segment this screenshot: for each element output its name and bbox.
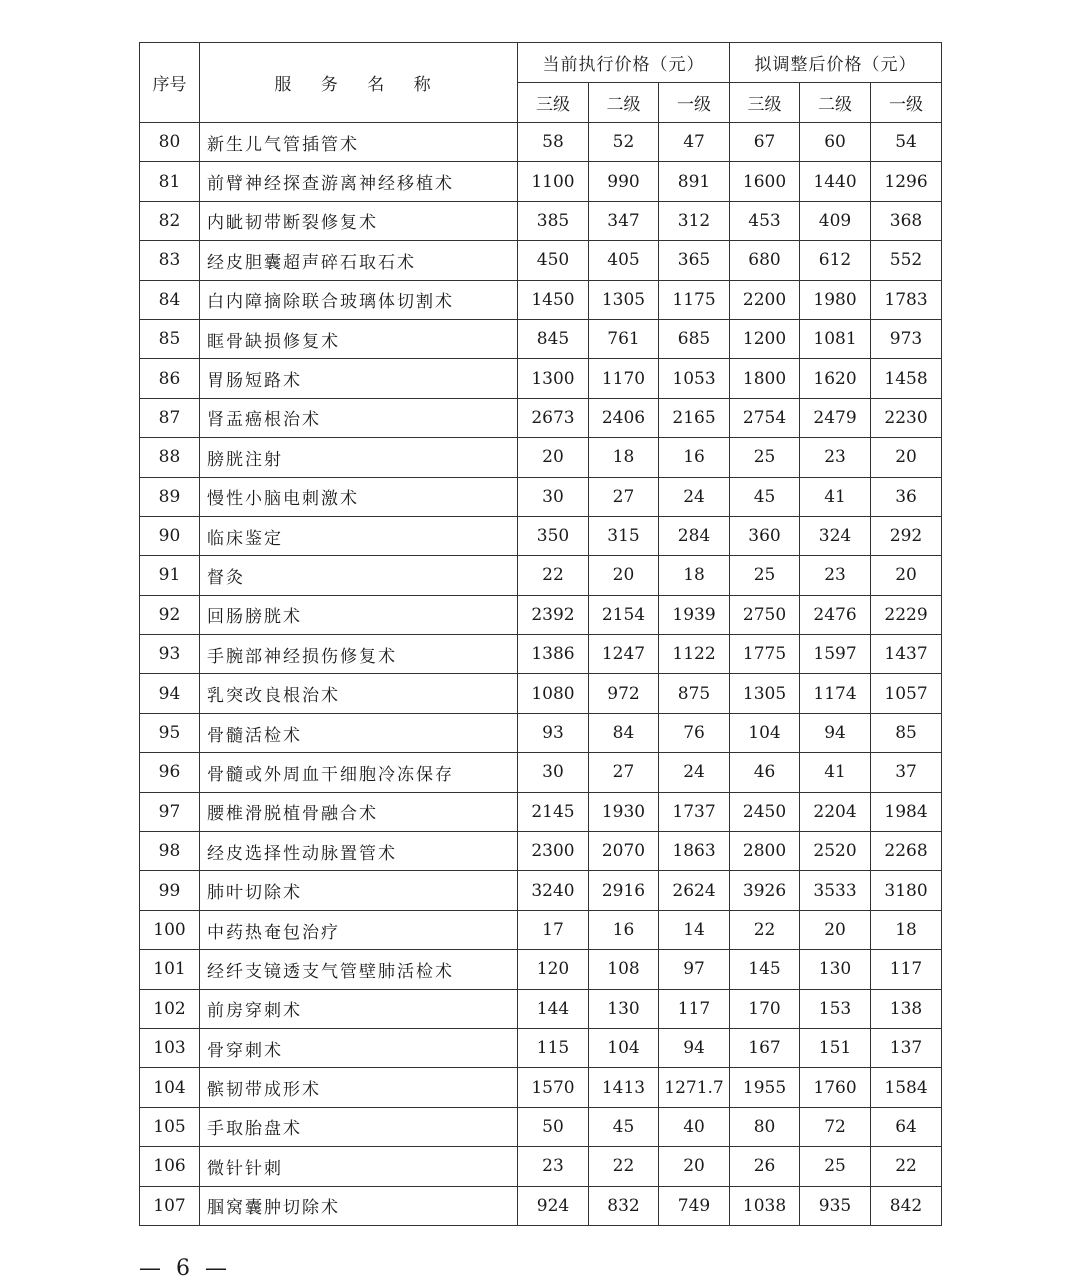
- table-row: [140, 832, 942, 871]
- row-price-proposed-level2: 151: [800, 1028, 871, 1067]
- row-price-proposed-level2: 2520: [800, 832, 871, 871]
- row-price-current-level1: 891: [659, 162, 730, 201]
- row-price-proposed-level2: 1440: [800, 162, 871, 201]
- row-price-proposed-level3: 1775: [730, 635, 800, 674]
- row-price-current-level1: 365: [659, 241, 730, 280]
- row-price-current-level1: 117: [659, 989, 730, 1028]
- row-price-proposed-level1: 64: [871, 1107, 942, 1146]
- table-row: [140, 792, 942, 831]
- row-price-current-level3: 1300: [518, 359, 589, 398]
- table-row: [140, 950, 942, 989]
- row-price-proposed-level2: 2476: [800, 595, 871, 634]
- proposed-level1-header: 一级: [871, 83, 942, 123]
- row-price-current-level2: 104: [589, 1028, 659, 1067]
- row-service-name: 临床鉴定: [200, 516, 518, 555]
- row-price-proposed-level3: 145: [730, 950, 800, 989]
- row-seq: 95: [140, 713, 200, 752]
- row-price-current-level1: 2165: [659, 398, 730, 437]
- row-service-name: 中药热奄包治疗: [200, 910, 518, 949]
- row-seq: 98: [140, 832, 200, 871]
- row-price-proposed-level1: 3180: [871, 871, 942, 910]
- row-seq: 85: [140, 319, 200, 358]
- table-row: [140, 516, 942, 555]
- row-price-current-level2: 16: [589, 910, 659, 949]
- row-price-current-level3: 30: [518, 753, 589, 792]
- row-price-proposed-level1: 1984: [871, 792, 942, 831]
- row-price-proposed-level3: 2450: [730, 792, 800, 831]
- row-seq: 91: [140, 556, 200, 595]
- row-seq: 103: [140, 1028, 200, 1067]
- row-price-proposed-level1: 37: [871, 753, 942, 792]
- row-price-proposed-level2: 2204: [800, 792, 871, 831]
- row-price-current-level1: 749: [659, 1186, 730, 1225]
- table-body: [140, 123, 942, 1226]
- row-price-proposed-level1: 18: [871, 910, 942, 949]
- row-service-name: 肾盂癌根治术: [200, 398, 518, 437]
- row-service-name: 微针针刺: [200, 1147, 518, 1186]
- row-service-name: 骨穿刺术: [200, 1028, 518, 1067]
- row-price-proposed-level1: 368: [871, 201, 942, 240]
- table-row: [140, 1028, 942, 1067]
- row-price-current-level3: 2392: [518, 595, 589, 634]
- row-price-current-level3: 93: [518, 713, 589, 752]
- row-seq: 96: [140, 753, 200, 792]
- row-seq: 97: [140, 792, 200, 831]
- row-price-current-level2: 2154: [589, 595, 659, 634]
- row-price-proposed-level1: 2229: [871, 595, 942, 634]
- table-row: [140, 1186, 942, 1225]
- row-seq: 107: [140, 1186, 200, 1225]
- table-row: [140, 280, 942, 319]
- row-price-current-level1: 16: [659, 438, 730, 477]
- row-price-current-level2: 1170: [589, 359, 659, 398]
- row-price-current-level3: 23: [518, 1147, 589, 1186]
- row-price-proposed-level3: 26: [730, 1147, 800, 1186]
- row-price-current-level3: 50: [518, 1107, 589, 1146]
- row-price-proposed-level2: 612: [800, 241, 871, 280]
- row-price-current-level2: 1305: [589, 280, 659, 319]
- service-name-header: 服 务 名 称: [200, 43, 518, 123]
- row-price-proposed-level1: 1437: [871, 635, 942, 674]
- row-price-current-level1: 685: [659, 319, 730, 358]
- table-row: [140, 359, 942, 398]
- row-price-current-level2: 972: [589, 674, 659, 713]
- table-row: [140, 1107, 942, 1146]
- row-price-proposed-level3: 22: [730, 910, 800, 949]
- row-price-proposed-level3: 167: [730, 1028, 800, 1067]
- row-price-proposed-level3: 1600: [730, 162, 800, 201]
- row-seq: 100: [140, 910, 200, 949]
- row-service-name: 手腕部神经损伤修复术: [200, 635, 518, 674]
- row-price-current-level3: 144: [518, 989, 589, 1028]
- row-price-proposed-level1: 137: [871, 1028, 942, 1067]
- row-price-proposed-level3: 680: [730, 241, 800, 280]
- row-price-current-level1: 312: [659, 201, 730, 240]
- row-price-proposed-level3: 170: [730, 989, 800, 1028]
- row-price-current-level2: 20: [589, 556, 659, 595]
- row-seq: 80: [140, 123, 200, 162]
- row-price-current-level3: 58: [518, 123, 589, 162]
- row-price-proposed-level3: 46: [730, 753, 800, 792]
- row-price-current-level3: 120: [518, 950, 589, 989]
- row-price-proposed-level1: 1584: [871, 1068, 942, 1107]
- row-price-current-level1: 24: [659, 477, 730, 516]
- row-service-name: 经纤支镜透支气管壁肺活检术: [200, 950, 518, 989]
- row-price-proposed-level1: 138: [871, 989, 942, 1028]
- row-price-proposed-level3: 104: [730, 713, 800, 752]
- row-service-name: 新生儿气管插管术: [200, 123, 518, 162]
- row-price-proposed-level1: 54: [871, 123, 942, 162]
- row-price-current-level3: 2145: [518, 792, 589, 831]
- row-price-current-level1: 1737: [659, 792, 730, 831]
- row-price-current-level1: 47: [659, 123, 730, 162]
- row-price-proposed-level3: 453: [730, 201, 800, 240]
- row-price-proposed-level1: 1458: [871, 359, 942, 398]
- row-seq: 106: [140, 1147, 200, 1186]
- row-price-proposed-level1: 973: [871, 319, 942, 358]
- row-price-current-level2: 405: [589, 241, 659, 280]
- row-price-current-level2: 1930: [589, 792, 659, 831]
- row-price-proposed-level2: 1597: [800, 635, 871, 674]
- row-seq: 105: [140, 1107, 200, 1146]
- row-service-name: 肺叶切除术: [200, 871, 518, 910]
- row-price-current-level1: 94: [659, 1028, 730, 1067]
- row-seq: 93: [140, 635, 200, 674]
- row-price-current-level1: 14: [659, 910, 730, 949]
- row-price-current-level2: 2916: [589, 871, 659, 910]
- proposed-level3-header: 三级: [730, 83, 800, 123]
- row-seq: 81: [140, 162, 200, 201]
- row-price-proposed-level1: 85: [871, 713, 942, 752]
- row-service-name: 胃肠短路术: [200, 359, 518, 398]
- table-row: [140, 241, 942, 280]
- table-row: [140, 989, 942, 1028]
- row-service-name: 慢性小脑电刺激术: [200, 477, 518, 516]
- row-price-proposed-level1: 552: [871, 241, 942, 280]
- row-service-name: 骨髓活检术: [200, 713, 518, 752]
- row-price-current-level2: 45: [589, 1107, 659, 1146]
- table-row: [140, 438, 942, 477]
- row-price-current-level1: 1053: [659, 359, 730, 398]
- row-price-current-level1: 875: [659, 674, 730, 713]
- row-price-proposed-level2: 1980: [800, 280, 871, 319]
- row-price-current-level1: 76: [659, 713, 730, 752]
- row-seq: 102: [140, 989, 200, 1028]
- row-price-proposed-level3: 1800: [730, 359, 800, 398]
- row-service-name: 白内障摘除联合玻璃体切割术: [200, 280, 518, 319]
- row-seq: 89: [140, 477, 200, 516]
- current-level1-header: 一级: [659, 83, 730, 123]
- row-price-current-level2: 52: [589, 123, 659, 162]
- row-price-current-level2: 761: [589, 319, 659, 358]
- row-service-name: 眶骨缺损修复术: [200, 319, 518, 358]
- table-row: [140, 713, 942, 752]
- table-row: [140, 595, 942, 634]
- page-number: — 6 —: [139, 1256, 231, 1281]
- row-price-current-level3: 924: [518, 1186, 589, 1225]
- row-price-proposed-level2: 25: [800, 1147, 871, 1186]
- row-price-current-level3: 30: [518, 477, 589, 516]
- table-row: [140, 1068, 942, 1107]
- row-price-current-level2: 990: [589, 162, 659, 201]
- row-seq: 90: [140, 516, 200, 555]
- table-row: [140, 1147, 942, 1186]
- table-row: [140, 635, 942, 674]
- row-price-current-level3: 1080: [518, 674, 589, 713]
- row-price-proposed-level1: 292: [871, 516, 942, 555]
- row-seq: 86: [140, 359, 200, 398]
- row-price-proposed-level3: 45: [730, 477, 800, 516]
- row-price-current-level3: 17: [518, 910, 589, 949]
- row-price-current-level3: 1450: [518, 280, 589, 319]
- row-price-proposed-level1: 20: [871, 438, 942, 477]
- row-price-current-level3: 2673: [518, 398, 589, 437]
- row-price-proposed-level1: 1783: [871, 280, 942, 319]
- row-price-current-level1: 20: [659, 1147, 730, 1186]
- row-price-current-level3: 385: [518, 201, 589, 240]
- row-price-proposed-level2: 2479: [800, 398, 871, 437]
- row-seq: 104: [140, 1068, 200, 1107]
- row-price-proposed-level2: 153: [800, 989, 871, 1028]
- proposed-price-header: 拟调整后价格（元）: [730, 43, 942, 83]
- row-price-current-level2: 2070: [589, 832, 659, 871]
- row-seq: 94: [140, 674, 200, 713]
- row-price-current-level1: 1863: [659, 832, 730, 871]
- table-row: [140, 477, 942, 516]
- row-price-proposed-level3: 67: [730, 123, 800, 162]
- row-price-proposed-level2: 94: [800, 713, 871, 752]
- current-price-header: 当前执行价格（元）: [518, 43, 730, 83]
- row-price-current-level1: 1175: [659, 280, 730, 319]
- row-price-proposed-level3: 2200: [730, 280, 800, 319]
- row-price-proposed-level3: 360: [730, 516, 800, 555]
- row-service-name: 前臂神经探查游离神经移植术: [200, 162, 518, 201]
- table-row: [140, 871, 942, 910]
- row-price-proposed-level2: 935: [800, 1186, 871, 1225]
- row-price-proposed-level1: 1296: [871, 162, 942, 201]
- row-price-current-level2: 84: [589, 713, 659, 752]
- table-row: [140, 201, 942, 240]
- row-price-proposed-level2: 1620: [800, 359, 871, 398]
- row-seq: 101: [140, 950, 200, 989]
- row-price-proposed-level2: 20: [800, 910, 871, 949]
- row-seq: 88: [140, 438, 200, 477]
- table-row: [140, 319, 942, 358]
- row-price-current-level1: 1122: [659, 635, 730, 674]
- row-price-proposed-level3: 1955: [730, 1068, 800, 1107]
- row-price-current-level1: 40: [659, 1107, 730, 1146]
- row-price-proposed-level1: 1057: [871, 674, 942, 713]
- proposed-level2-header: 二级: [800, 83, 871, 123]
- row-price-proposed-level3: 2800: [730, 832, 800, 871]
- table-row: [140, 398, 942, 437]
- row-price-proposed-level2: 23: [800, 438, 871, 477]
- row-service-name: 内眦韧带断裂修复术: [200, 201, 518, 240]
- row-price-current-level2: 1413: [589, 1068, 659, 1107]
- row-price-proposed-level1: 2230: [871, 398, 942, 437]
- row-price-current-level2: 832: [589, 1186, 659, 1225]
- row-price-proposed-level1: 20: [871, 556, 942, 595]
- row-price-proposed-level2: 409: [800, 201, 871, 240]
- row-service-name: 督灸: [200, 556, 518, 595]
- row-seq: 82: [140, 201, 200, 240]
- row-price-current-level3: 1570: [518, 1068, 589, 1107]
- table-row: [140, 753, 942, 792]
- table-row: [140, 556, 942, 595]
- row-service-name: 骨髓或外周血干细胞冷冻保存: [200, 753, 518, 792]
- row-price-current-level2: 27: [589, 477, 659, 516]
- row-price-proposed-level2: 1174: [800, 674, 871, 713]
- row-price-proposed-level2: 41: [800, 753, 871, 792]
- row-service-name: 经皮选择性动脉置管术: [200, 832, 518, 871]
- row-price-current-level3: 350: [518, 516, 589, 555]
- row-service-name: 前房穿刺术: [200, 989, 518, 1028]
- row-price-proposed-level1: 2268: [871, 832, 942, 871]
- row-price-current-level2: 18: [589, 438, 659, 477]
- row-price-proposed-level2: 72: [800, 1107, 871, 1146]
- row-service-name: 腘窝囊肿切除术: [200, 1186, 518, 1225]
- row-price-proposed-level2: 1760: [800, 1068, 871, 1107]
- row-price-proposed-level2: 324: [800, 516, 871, 555]
- row-price-current-level2: 22: [589, 1147, 659, 1186]
- row-price-current-level1: 284: [659, 516, 730, 555]
- row-price-current-level1: 2624: [659, 871, 730, 910]
- row-price-proposed-level2: 130: [800, 950, 871, 989]
- row-price-proposed-level2: 23: [800, 556, 871, 595]
- seq-header: 序号: [140, 43, 200, 123]
- row-price-proposed-level3: 25: [730, 556, 800, 595]
- row-seq: 99: [140, 871, 200, 910]
- row-service-name: 乳突改良根治术: [200, 674, 518, 713]
- row-price-proposed-level1: 117: [871, 950, 942, 989]
- row-price-current-level1: 97: [659, 950, 730, 989]
- row-price-current-level3: 845: [518, 319, 589, 358]
- row-price-current-level1: 1939: [659, 595, 730, 634]
- current-level3-header: 三级: [518, 83, 589, 123]
- row-price-current-level2: 27: [589, 753, 659, 792]
- row-price-proposed-level2: 60: [800, 123, 871, 162]
- row-price-current-level1: 24: [659, 753, 730, 792]
- row-service-name: 手取胎盘术: [200, 1107, 518, 1146]
- row-price-current-level2: 2406: [589, 398, 659, 437]
- row-price-current-level1: 18: [659, 556, 730, 595]
- table-row: [140, 123, 942, 162]
- row-price-current-level3: 1386: [518, 635, 589, 674]
- row-price-current-level2: 1247: [589, 635, 659, 674]
- current-level2-header: 二级: [589, 83, 659, 123]
- row-price-current-level3: 3240: [518, 871, 589, 910]
- row-price-proposed-level3: 2754: [730, 398, 800, 437]
- row-seq: 87: [140, 398, 200, 437]
- row-price-proposed-level2: 1081: [800, 319, 871, 358]
- row-price-proposed-level2: 3533: [800, 871, 871, 910]
- row-price-current-level1: 1271.7: [659, 1068, 730, 1107]
- row-price-proposed-level1: 36: [871, 477, 942, 516]
- row-price-current-level3: 22: [518, 556, 589, 595]
- row-price-proposed-level3: 2750: [730, 595, 800, 634]
- row-price-current-level2: 347: [589, 201, 659, 240]
- row-price-proposed-level3: 3926: [730, 871, 800, 910]
- row-price-current-level2: 130: [589, 989, 659, 1028]
- row-price-proposed-level3: 1038: [730, 1186, 800, 1225]
- row-seq: 83: [140, 241, 200, 280]
- row-seq: 84: [140, 280, 200, 319]
- row-seq: 92: [140, 595, 200, 634]
- row-price-current-level3: 115: [518, 1028, 589, 1067]
- table-header: [140, 43, 942, 123]
- row-price-current-level3: 450: [518, 241, 589, 280]
- row-service-name: 腰椎滑脱植骨融合术: [200, 792, 518, 831]
- table-row: [140, 910, 942, 949]
- table-row: [140, 162, 942, 201]
- price-table: [139, 42, 942, 1226]
- row-price-current-level3: 2300: [518, 832, 589, 871]
- row-price-current-level2: 108: [589, 950, 659, 989]
- row-price-proposed-level2: 41: [800, 477, 871, 516]
- row-price-current-level3: 20: [518, 438, 589, 477]
- row-service-name: 膀胱注射: [200, 438, 518, 477]
- row-price-proposed-level3: 1305: [730, 674, 800, 713]
- row-service-name: 髌韧带成形术: [200, 1068, 518, 1107]
- row-price-proposed-level3: 80: [730, 1107, 800, 1146]
- table-row: [140, 674, 942, 713]
- row-service-name: 回肠膀胱术: [200, 595, 518, 634]
- row-price-proposed-level1: 842: [871, 1186, 942, 1225]
- row-price-current-level2: 315: [589, 516, 659, 555]
- row-price-proposed-level1: 22: [871, 1147, 942, 1186]
- row-price-proposed-level3: 25: [730, 438, 800, 477]
- row-price-current-level3: 1100: [518, 162, 589, 201]
- row-service-name: 经皮胆囊超声碎石取石术: [200, 241, 518, 280]
- row-price-proposed-level3: 1200: [730, 319, 800, 358]
